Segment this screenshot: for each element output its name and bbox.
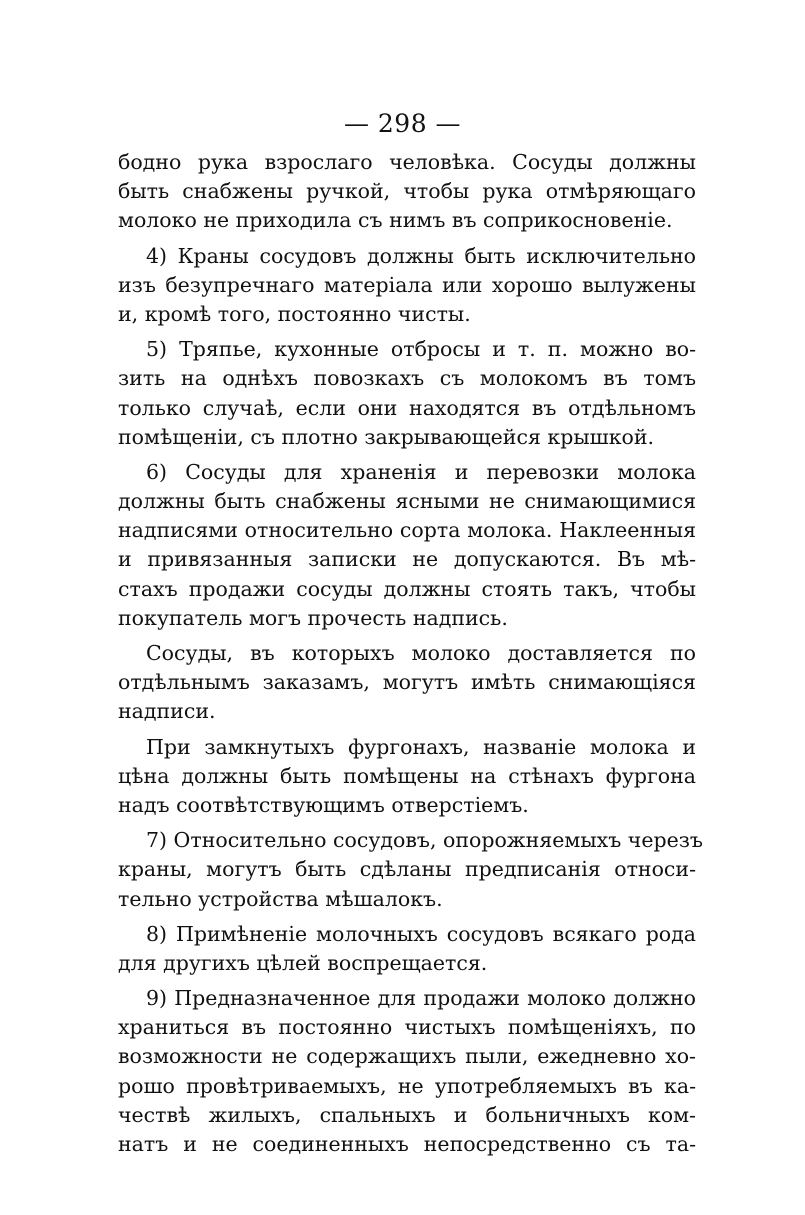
text-line: отдѣльнымъ заказамъ, могутъ имѣть снимающіяся (118, 670, 696, 695)
text-line: храниться въ постоянно чистыхъ помѣщеніяхъ, по (118, 1015, 696, 1040)
text-line: цѣна должны быть помѣщены на стѣнахъ фургона (118, 763, 696, 788)
text-line: 4) Краны сосудовъ должны быть исключительно (146, 243, 696, 268)
text-line: бодно рука взрослаго человѣка. Сосуды должны (118, 150, 696, 174)
paragraph (118, 639, 696, 727)
text-line: надписями относительно сорта молока. Наклеенныя (118, 518, 696, 543)
text-line: тельно устройства мѣшалокъ. (118, 886, 443, 911)
paragraph (118, 826, 703, 914)
text-line: 7) Относительно сосудовъ, опорожняемыхъ черезъ (146, 828, 703, 853)
text-line: изъ безупречнаго матеріала или хорошо вылужены (118, 272, 696, 297)
text-line: и привязанныя записки не допускаются. Въ мѣ- (118, 547, 696, 572)
text-line: стахъ продажи сосуды должны стоять такъ, чтобы (118, 576, 696, 601)
text-line: рошо провѣтриваемыхъ, не употребляемыхъ въ ка- (118, 1073, 696, 1098)
text-line: должны быть снабжены ясными не снимающимися (118, 489, 696, 514)
paragraph (118, 458, 696, 633)
text-line: надписи. (118, 699, 216, 724)
text-line: надъ соотвѣтствующимъ отверстіемъ. (118, 792, 529, 817)
text-line: При замкнутыхъ фургонахъ, названіе молока и (146, 734, 696, 759)
text-line: чествѣ жилыхъ, спальныхъ и больничныхъ ком- (118, 1102, 696, 1127)
text-line: краны, могутъ быть сдѣланы предписанія относи- (118, 857, 696, 882)
paragraph (118, 920, 696, 978)
text-line: Сосуды, въ которыхъ молоко доставляется по (146, 641, 696, 665)
paragraph (118, 733, 696, 821)
paragraph (118, 984, 696, 1159)
text-line: зить на однѣхъ повозкахъ съ молокомъ въ томъ (118, 366, 696, 391)
paragraph (118, 242, 696, 330)
text-line: помѣщеніи, съ плотно закрывающейся крышкой. (118, 424, 655, 449)
text-line: только случаѣ, если они находятся въ отдѣльномъ (118, 395, 696, 420)
paragraph (118, 148, 696, 236)
page-number: — 298 — (343, 109, 462, 138)
text-line: 9) Предназначенное для продажи молоко должно (146, 986, 696, 1011)
body-text (118, 148, 703, 1165)
text-line: возможности не содержащихъ пыли, ежедневно хо- (118, 1044, 696, 1069)
text-line: молоко не приходила съ нимъ въ соприкосновеніе. (118, 208, 673, 233)
text-line: покупатель могъ прочесть надпись. (118, 605, 508, 630)
paragraph (118, 335, 696, 452)
text-line: для другихъ цѣлей воспрещается. (118, 950, 488, 975)
text-line: быть снабжены ручкой, чтобы рука отмѣряющаго (118, 179, 696, 204)
text-line: натъ и не соединенныхъ непосредственно съ та- (118, 1132, 696, 1156)
text-line: 5) Тряпье, кухонные отбросы и т. п. можно во- (146, 337, 696, 362)
text-line: и, кромѣ того, постоянно чисты. (118, 301, 471, 326)
text-line: 6) Сосуды для храненія и перевозки молока (146, 459, 696, 484)
text-line: 8) Примѣненіе молочныхъ сосудовъ всякаго рода (146, 921, 696, 946)
